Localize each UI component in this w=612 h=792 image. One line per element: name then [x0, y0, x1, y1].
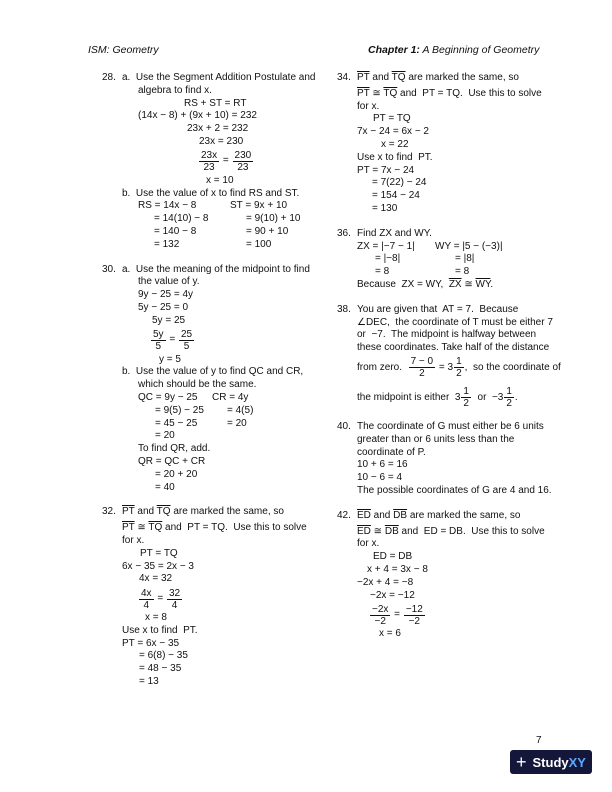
equation-line: = 14(10) − 8 — [154, 213, 209, 225]
segment-tq: $\overline{TQ}$ — [156, 506, 171, 518]
equation-line: PT = TQ — [373, 113, 411, 125]
problem-number: 36. — [337, 227, 351, 239]
st-work — [230, 200, 300, 251]
segment-pt: $\overline{PT}$ — [122, 522, 135, 534]
header-right — [368, 44, 539, 56]
segment-tq: $\overline{TQ}$ — [148, 522, 163, 534]
equation-line: = 8 — [455, 266, 470, 278]
fraction — [167, 588, 182, 611]
denominator: 2 — [463, 398, 469, 410]
problem-28 — [102, 72, 337, 252]
two-column-work — [102, 392, 337, 443]
segment-pt: $\overline{PT}$ — [122, 506, 135, 518]
text: . — [490, 278, 494, 290]
equation-line: x = 8 — [145, 612, 167, 624]
fraction-equation: $\frac{-2x}{-2}$ = $\frac{-12}{-2}$ — [372, 603, 423, 627]
left-column — [102, 72, 337, 689]
equation-line: 23x = 230 — [199, 135, 244, 147]
equation-line: = 6(8) − 35 — [139, 650, 188, 662]
equation-line: = |−8| — [375, 253, 401, 265]
equation-line: = 7(22) − 24 — [372, 177, 427, 189]
fraction — [370, 604, 390, 627]
two-column-work — [102, 200, 337, 251]
problem-36 — [337, 228, 577, 292]
equation-line: = 45 − 25 — [155, 417, 198, 429]
congruent-symbol: ≅ — [461, 278, 476, 290]
text: and PT = TQ. Use this to solve — [397, 87, 542, 99]
segment-ed: $\overline{ED}$ — [357, 509, 371, 521]
text: and — [369, 72, 392, 83]
equation-line: = 140 − 8 — [154, 225, 197, 237]
header-left-prefix: ISM: — [88, 44, 110, 56]
text-line: The coordinate of G must either be 6 units — [357, 420, 544, 432]
segment-zx: $\overline{ZX}$ — [448, 278, 462, 290]
zx-work — [357, 241, 435, 279]
equation-line: 4x = 32 — [139, 573, 173, 585]
page-number: 7 — [536, 735, 542, 746]
problem-34 — [337, 72, 577, 216]
text-line: coordinate of P. — [357, 446, 426, 458]
equation-line: x = 10 — [206, 174, 234, 186]
equation-line: 5y = 25 — [152, 314, 186, 326]
text: and ED = DB. Use this to solve — [398, 525, 545, 537]
fraction — [139, 588, 154, 611]
fraction — [233, 150, 254, 173]
denominator: 4 — [143, 599, 150, 611]
fraction-equation: $\frac{23x}{23}$ = $\frac{230}{23}$ — [201, 150, 252, 174]
numerator: −2x — [372, 603, 389, 615]
numerator: 7 − 0 — [410, 356, 434, 368]
equation-line: 10 + 6 = 16 — [357, 459, 408, 471]
text-line: for x. — [357, 100, 380, 112]
header-left-title: Geometry — [109, 44, 159, 56]
text-line: Use x to find PT. — [357, 151, 433, 163]
equation-line: PT = TQ — [140, 547, 178, 559]
congruent-symbol: ≅ — [134, 522, 149, 534]
text-line: the value of y. — [138, 276, 200, 288]
header-right-title: A Beginning of Geometry — [419, 44, 540, 56]
equation-line: = 20 — [227, 417, 247, 429]
fraction — [404, 604, 425, 627]
text: , so the coordinate of — [464, 361, 561, 373]
equation-line: −2x + 4 = −8 — [357, 576, 414, 588]
text: the midpoint is either 3 — [357, 391, 461, 403]
text: and — [134, 506, 157, 518]
equation-line: = 90 + 10 — [246, 225, 289, 237]
text-line: or −7. The midpoint is halfway between — [357, 329, 537, 341]
problem-number: 28. — [102, 72, 116, 83]
text: from zero. — [357, 361, 408, 373]
denominator: 2 — [419, 368, 425, 380]
problem-38 — [337, 304, 577, 411]
equation-line: −2x = −12 — [370, 589, 415, 601]
denominator: 2 — [456, 368, 462, 380]
equation-line: = 130 — [372, 202, 398, 214]
problem-30 — [102, 264, 337, 495]
problem-number: 32. — [102, 506, 116, 518]
fraction-line — [337, 355, 577, 381]
problem-number: 38. — [337, 303, 351, 315]
text: . — [514, 391, 518, 403]
fraction — [504, 386, 514, 409]
text: are marked the same, so — [407, 509, 521, 521]
segment-pt: $\overline{PT}$ — [357, 72, 370, 83]
numerator: 23x — [201, 150, 218, 162]
equation-line: 5y − 25 = 0 — [138, 301, 189, 313]
problem-number: 30. — [102, 263, 116, 275]
denominator: 4 — [171, 599, 178, 611]
equation-line: y = 5 — [159, 353, 181, 365]
problem-number: 40. — [337, 420, 351, 432]
numerator: 32 — [168, 587, 181, 599]
equation-line: = 9(5) − 25 — [155, 404, 204, 416]
denominator: −2 — [408, 615, 420, 627]
qc-work — [138, 392, 212, 443]
equation-line: QR = QC + CR — [138, 455, 206, 467]
equation-line: = 20 — [155, 430, 175, 442]
numerator: −12 — [405, 603, 423, 615]
text: = 3 — [436, 361, 454, 373]
numerator: 230 — [234, 150, 252, 162]
wy-work — [435, 241, 503, 279]
equation-line: x + 4 = 3x − 8 — [367, 563, 428, 575]
text: or −3 — [471, 391, 504, 403]
text-line: You are given that AT = 7. Because — [357, 303, 519, 315]
text-line: Use x to find PT. — [122, 624, 198, 636]
equation-line: = 40 — [155, 481, 175, 493]
segment-ed: $\overline{ED}$ — [357, 525, 371, 537]
text-line: algebra to find x. — [138, 84, 212, 96]
text-line: for x. — [357, 538, 380, 550]
equation-line: = 100 — [246, 238, 272, 250]
text: and PT = TQ. Use this to solve — [162, 522, 307, 534]
equation-line: ST = 9x + 10 — [230, 200, 288, 212]
fraction-line — [337, 385, 577, 411]
two-column-work — [337, 241, 577, 279]
equation-line: (14x − 8) + (9x + 10) = 232 — [138, 110, 257, 122]
fraction — [454, 356, 464, 379]
segment-wy: $\overline{WY}$ — [475, 278, 491, 290]
right-column — [337, 72, 577, 641]
denominator: 23 — [203, 162, 215, 174]
problem-number: 42. — [337, 509, 351, 521]
text-line: b. Use the value of x to find RS and ST. — [122, 187, 300, 199]
equation-line: = 9(10) + 10 — [246, 213, 301, 225]
studyxy-logo — [510, 750, 592, 774]
text-line: The possible coordinates of G are 4 and 16. — [357, 484, 552, 496]
equation-line: x = 6 — [379, 628, 401, 640]
fraction — [151, 329, 166, 352]
rs-work — [138, 200, 230, 251]
text-line: ∠DEC, the coordinate of T must be either 7 — [357, 316, 553, 328]
equation-line: 23x + 2 = 232 — [187, 123, 249, 135]
fraction-equation: $\frac{4x}{4}$ = $\frac{32}{4}$ — [141, 587, 181, 611]
header-right-chapter: Chapter 1: — [368, 44, 420, 56]
problem-32 — [102, 506, 337, 689]
equation-line: CR = 4y — [212, 391, 249, 403]
text-line: which should be the same. — [138, 379, 257, 391]
numerator: 5y — [153, 329, 164, 341]
text: Because ZX = WY, — [357, 278, 449, 290]
equation-line: ED = DB — [373, 551, 413, 563]
fraction — [199, 150, 219, 173]
numerator: 4x — [141, 587, 152, 599]
equation-line: QC = 9y − 25 — [138, 391, 198, 403]
text-line: these coordinates. Take half of the distance — [357, 342, 550, 354]
denominator: 5 — [183, 341, 190, 353]
numerator: 1 — [456, 356, 462, 368]
cr-work — [212, 392, 253, 443]
equation-line: = |8| — [455, 253, 475, 265]
text: are marked the same, so — [405, 72, 519, 83]
segment-tq: $\overline{TQ}$ — [383, 87, 398, 99]
equation-line: ZX = |−7 − 1| — [357, 240, 415, 252]
denominator: 2 — [506, 398, 512, 410]
plus-icon: + — [516, 751, 527, 772]
problem-number: 34. — [337, 72, 351, 83]
equation-line: PT = 6x − 35 — [122, 637, 180, 649]
text-line: for x. — [122, 534, 145, 546]
equation-line: 7x − 24 = 6x − 2 — [357, 126, 429, 138]
text-line: a. Use the Segment Addition Postulate and — [122, 72, 316, 83]
brand-suffix: XY — [568, 754, 586, 770]
text-line: b. Use the value of y to find QC and CR, — [122, 366, 304, 378]
text-line: greater than or 6 units less than the — [357, 433, 515, 445]
equation-line: 6x − 35 = 2x − 3 — [122, 560, 194, 572]
fraction — [179, 329, 194, 352]
numerator: 1 — [463, 386, 469, 398]
denominator: −2 — [374, 615, 386, 627]
equation-line: 10 − 6 = 4 — [357, 472, 403, 484]
brand-name: Study — [532, 754, 569, 770]
equation-line: = 8 — [375, 266, 390, 278]
segment-tq: $\overline{TQ}$ — [391, 72, 406, 83]
equation-line: 9y − 25 = 4y — [138, 289, 194, 301]
text-line: a. Use the meaning of the midpoint to find — [122, 263, 310, 275]
header-left — [88, 44, 159, 56]
numerator: 25 — [180, 329, 193, 341]
segment-db: $\overline{DB}$ — [384, 525, 399, 537]
equation-line: x = 22 — [381, 138, 409, 150]
congruent-symbol: ≅ — [370, 525, 385, 537]
fraction — [461, 386, 471, 409]
numerator: 1 — [506, 386, 512, 398]
text-line: Find ZX and WY. — [357, 227, 432, 239]
fraction-equation: $\frac{5y}{5}$ = $\frac{25}{5}$ — [153, 329, 193, 353]
text: and — [370, 509, 394, 521]
equation-line: = 4(5) — [227, 404, 254, 416]
equation-line: WY = |5 − (−3)| — [435, 240, 503, 252]
segment-db: $\overline{DB}$ — [393, 509, 408, 521]
equation-line: = 132 — [154, 238, 180, 250]
text: are marked the same, so — [170, 506, 284, 518]
equation-line: RS = 14x − 8 — [138, 200, 197, 212]
text-line: To find QR, add. — [138, 443, 211, 455]
problem-42 — [337, 510, 577, 641]
denominator: 23 — [237, 162, 249, 174]
problem-40 — [337, 421, 577, 498]
segment-pt: $\overline{PT}$ — [357, 87, 370, 99]
equation-line: = 13 — [139, 676, 159, 688]
equation-line: = 154 − 24 — [372, 190, 420, 202]
denominator: 5 — [155, 341, 162, 353]
equation-line: = 20 + 20 — [155, 468, 198, 480]
congruent-symbol: ≅ — [369, 87, 384, 99]
fraction — [409, 356, 436, 379]
equation-line: PT = 7x − 24 — [357, 164, 415, 176]
equation-line: RS + ST = RT — [184, 97, 247, 109]
equation-line: = 48 − 35 — [139, 663, 182, 675]
